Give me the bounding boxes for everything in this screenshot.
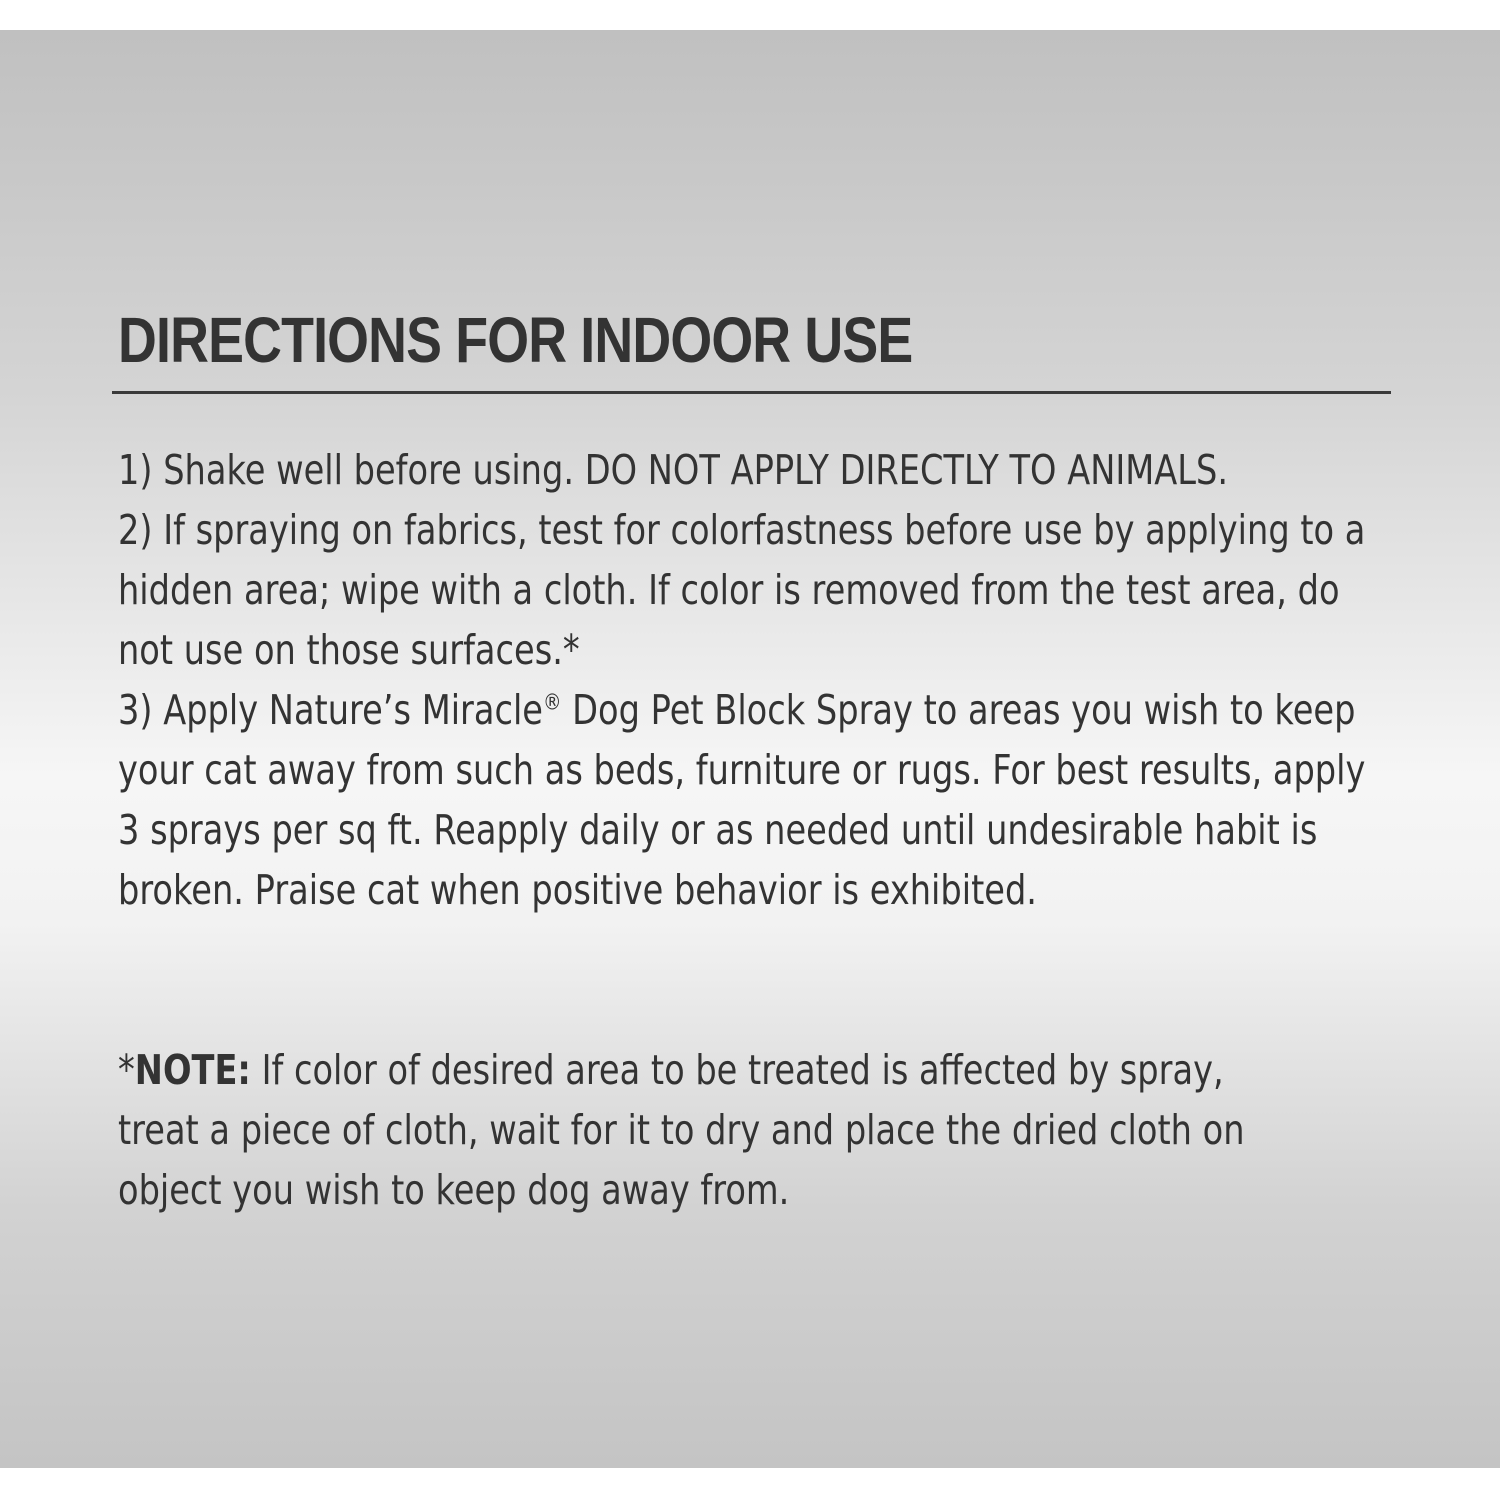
direction-step-3-start: 3) Apply Nature’s Miracle (118, 686, 543, 734)
page-title: DIRECTIONS FOR INDOOR USE (118, 304, 913, 376)
note-label: NOTE: (134, 1046, 251, 1094)
note-asterisk: * (118, 1046, 135, 1094)
direction-step-3 (118, 680, 1381, 920)
registered-mark: ® (542, 689, 562, 716)
note-text: If color of desired area to be treated is affected by spray, treat a piece of cloth, wait for it to dry and place the dried cloth on object you wish to keep dog away from. (118, 1046, 1245, 1214)
note-paragraph (118, 1040, 1307, 1220)
title-divider (112, 391, 1391, 394)
direction-step-1: 1) Shake well before using. DO NOT APPLY DIRECTLY TO ANIMALS. (118, 446, 1229, 494)
directions-list (118, 440, 1381, 920)
direction-step-3-rest: Dog Pet Block Spray to areas you wish to keep your cat away from such as beds, furniture or rugs. For best results, apply 3 sprays per sq ft. Reapply daily or as needed until undesirable habit is broken. Praise cat when positive behavior is exhibited. (118, 686, 1366, 914)
direction-step-2: 2) If spraying on fabrics, test for colorfastness before use by applying to a hidden area; wipe with a cloth. If color is removed from the test area, do not use on those surfaces.* (118, 506, 1366, 674)
directions-panel (0, 30, 1500, 1468)
